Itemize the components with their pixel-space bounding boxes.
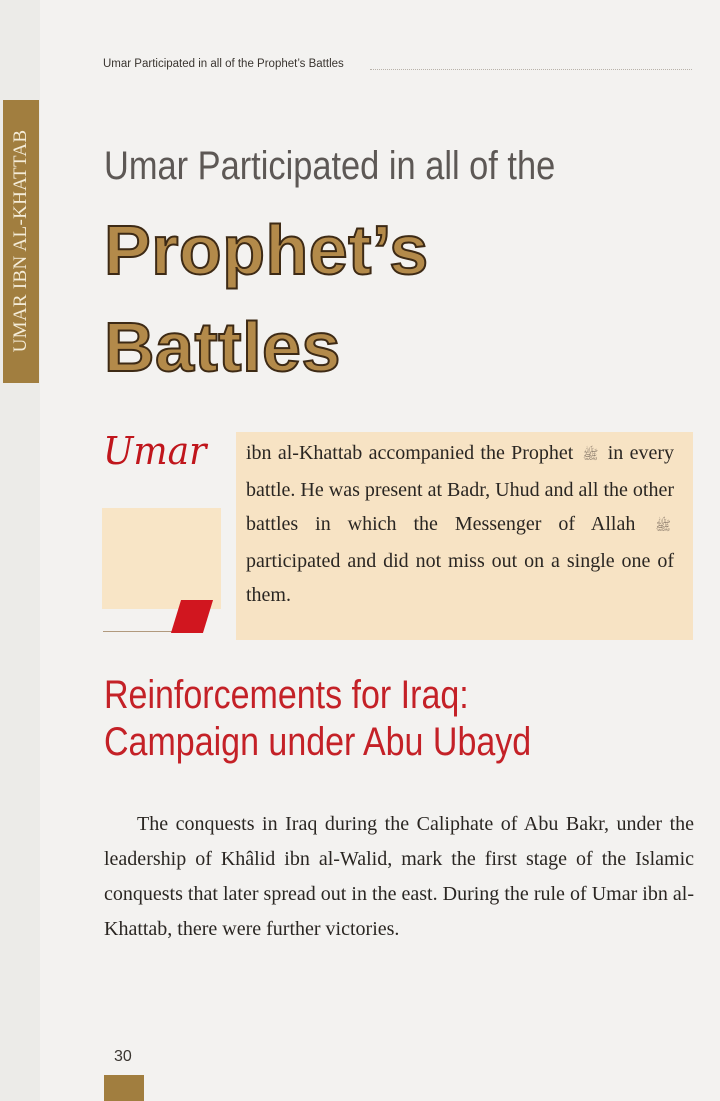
header-rule	[370, 69, 692, 70]
running-header: Umar Participated in all of the Prophet’s Battles	[103, 58, 344, 70]
body-paragraph	[104, 807, 694, 947]
section-heading-line1: Reinforcements for Iraq:	[104, 673, 469, 717]
body-paragraph-text: The conquests in Iraq during the Caliphate of Abu Bakr, under the leadership of Khâlid ibn al-Walid, mark the first stage of the Islamic conquests that later spread out in the east. During the rule of Umar ibn al-Khattab, there were further victories.	[104, 813, 694, 940]
side-tab-label: UMAR IBN AL-KHATTAB	[10, 129, 31, 353]
intro-text-part1: ibn al-Khattab accompanied the Prophet	[246, 442, 580, 464]
decorative-rule	[103, 631, 181, 632]
intro-text-part2: in every battle. He was present at Badr, Uhud and all the other battles in which the Messenger of Allah	[246, 442, 674, 535]
footer-color-block	[104, 1075, 144, 1101]
section-heading	[104, 672, 531, 766]
intro-paragraph	[246, 436, 674, 612]
section-heading-line2: Campaign under Abu Ubayd	[104, 720, 532, 764]
salla-symbol: ﷺ	[655, 519, 671, 534]
intro-lead-word: Umar	[103, 429, 207, 473]
chapter-title-line3: Battles	[104, 308, 341, 386]
page-number: 30	[114, 1048, 132, 1065]
chapter-title-line1: Umar Participated in all of the	[104, 144, 556, 188]
chapter-title-line2: Prophet’s	[104, 211, 429, 289]
salla-symbol: ﷺ	[582, 448, 599, 463]
decorative-square	[102, 508, 221, 609]
intro-text-part3: participated and did not miss out on a single one of them.	[246, 550, 674, 606]
